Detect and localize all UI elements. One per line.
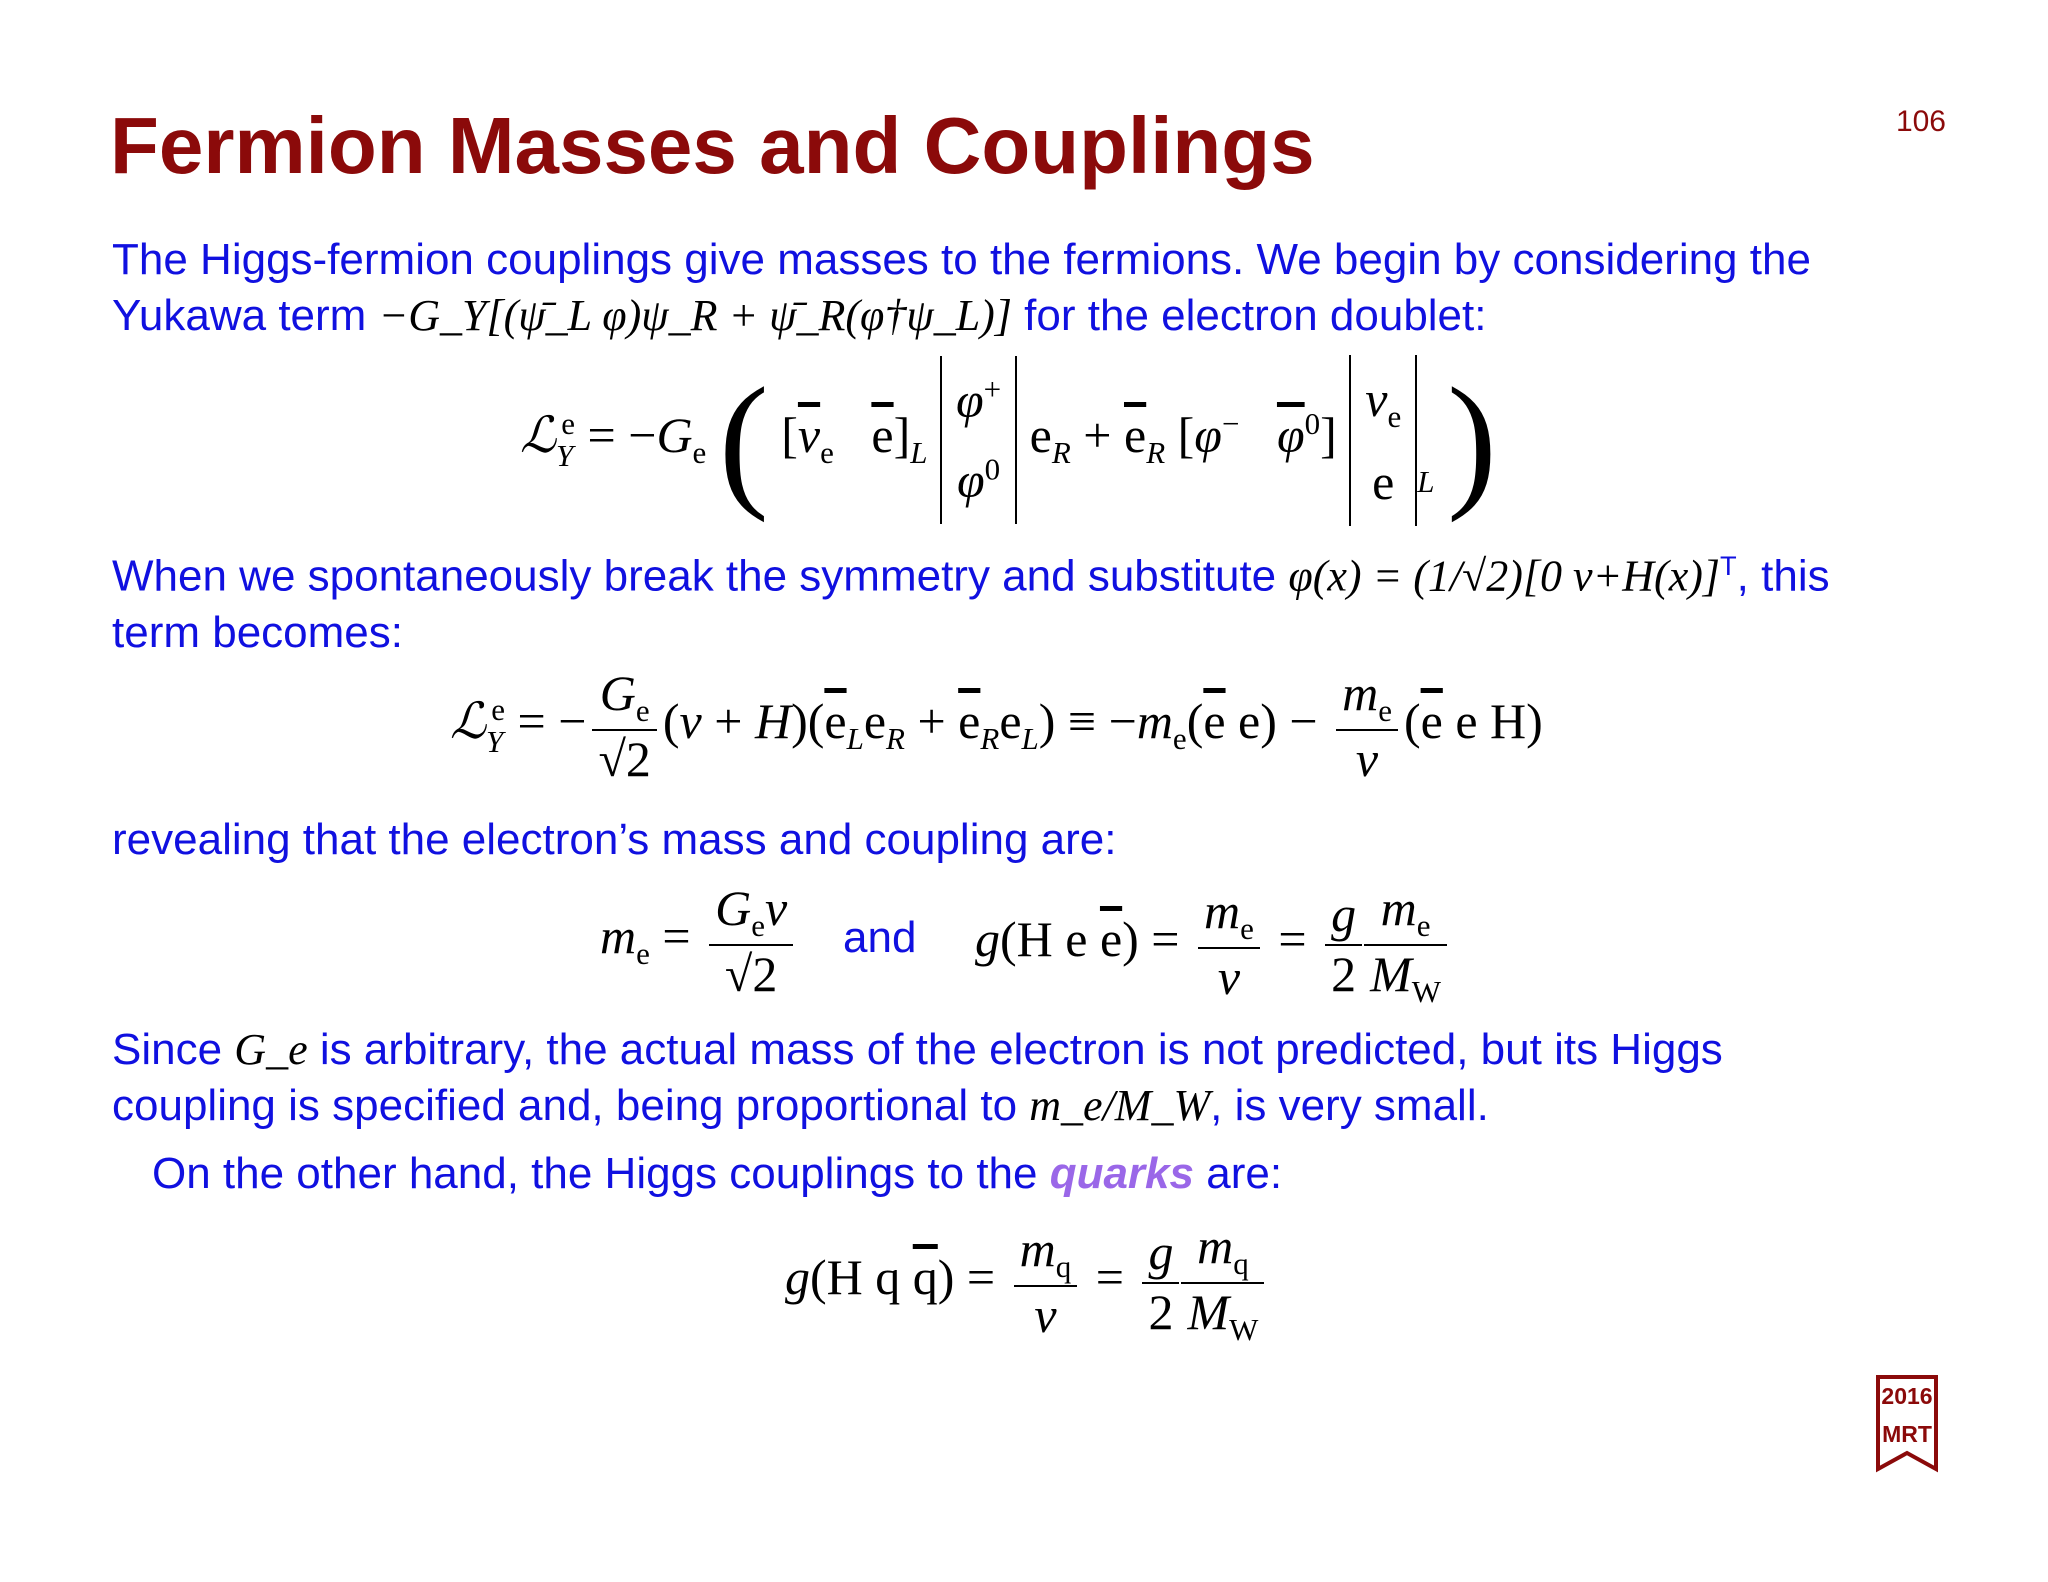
badge-initials: MRT [1882,1421,1932,1447]
arbitrary-line-1 [112,1022,1723,1078]
intro-line-1: The Higgs-fermion couplings give masses to the fermions. We begin by considering the [112,235,1811,284]
higgs-substitution-math: φ(x) = (1/√2)[0 v+H(x)] [1288,551,1721,601]
arbitrary-line-2 [112,1078,1723,1134]
quarks-text: On the other hand, the Higgs couplings to the [152,1149,1050,1198]
paragraph-symmetry-breaking [112,538,1830,661]
equation-electron-mass: $m_e$ = $\frac{G_ev}{√2}$ [600,880,799,1003]
intro-text: Yukawa term [112,291,379,340]
me-over-mw-math: m_e/M_W [1029,1081,1211,1130]
slide-title: Fermion Masses and Couplings [110,101,1315,190]
paragraph-intro [112,232,1811,344]
and-word: and [843,913,917,962]
equation-yukawa-lagrangian: ℒ$_Y^e$ = $-G_e$ ( [$\overline{\nu}_e$ $\overline{e}]_L$ φ+ $\varphi^0$ $e_R + \overline{e}_R$ [φ− $\overline{\varphi}^0$] $\nu_e$ e $_L$ ) [520,355,1497,526]
ge-math: G_e [234,1025,308,1074]
badge-year: 2016 [1881,1383,1933,1409]
proportional-text-end: , is very small. [1210,1081,1489,1130]
equation-electron-coupling: g(H e $\overline{e}$) = $\frac{m_e}{v}$ = $\frac{g}{2}$ $\frac{m_e}{M_W}$ [975,880,1453,1009]
paragraph-arbitrary-coupling [112,1022,1723,1134]
arbitrary-text-end: is arbitrary, the actual mass of the electron is not predicted, but its Higgs [307,1025,1723,1074]
equation-broken-lagrangian: ℒ$_Y^e$ = − $\frac{G_e}{√2}$ $(v + H)(\overline{e}_Le_R + \overline{e}_Re_L) \equiv -m_e(\overline{e}$ e) − $\frac{m_e}{v}$ ($\overline{e}$ e H) [450,665,1543,787]
paragraph-mass-coupling: revealing that the electron’s mass and coupling are: [112,815,1117,864]
yukawa-term-math: −G_Y[(ψ̄_L φ)ψ_R + ψ̄_R(φ†ψ_L)] [378,291,1012,340]
symmetry-text: When we spontaneously break the symmetry and substitute [112,551,1289,601]
equation-quark-coupling: g(H q $\overline{q}$) = $\frac{m_q}{v}$ = $\frac{g}{2}$ $\frac{m_q}{M_W}$ [785,1218,1270,1347]
page-number: 106 [1895,105,1946,138]
paragraph-quarks [152,1146,1282,1202]
intro-text-end: for the electron doublet: [1011,291,1487,340]
intro-line-2 [112,288,1811,344]
symmetry-line-2: term becomes: [112,607,403,657]
arbitrary-text: Since [112,1025,235,1074]
quarks-highlight: quarks [1049,1149,1194,1198]
proportional-text: coupling is specified and, being proportional to [112,1081,1030,1130]
transpose-sup: T [1720,550,1737,581]
quarks-text-end: are: [1194,1149,1283,1198]
symmetry-text-end: , this [1736,551,1830,601]
symmetry-line-1 [112,538,1830,605]
